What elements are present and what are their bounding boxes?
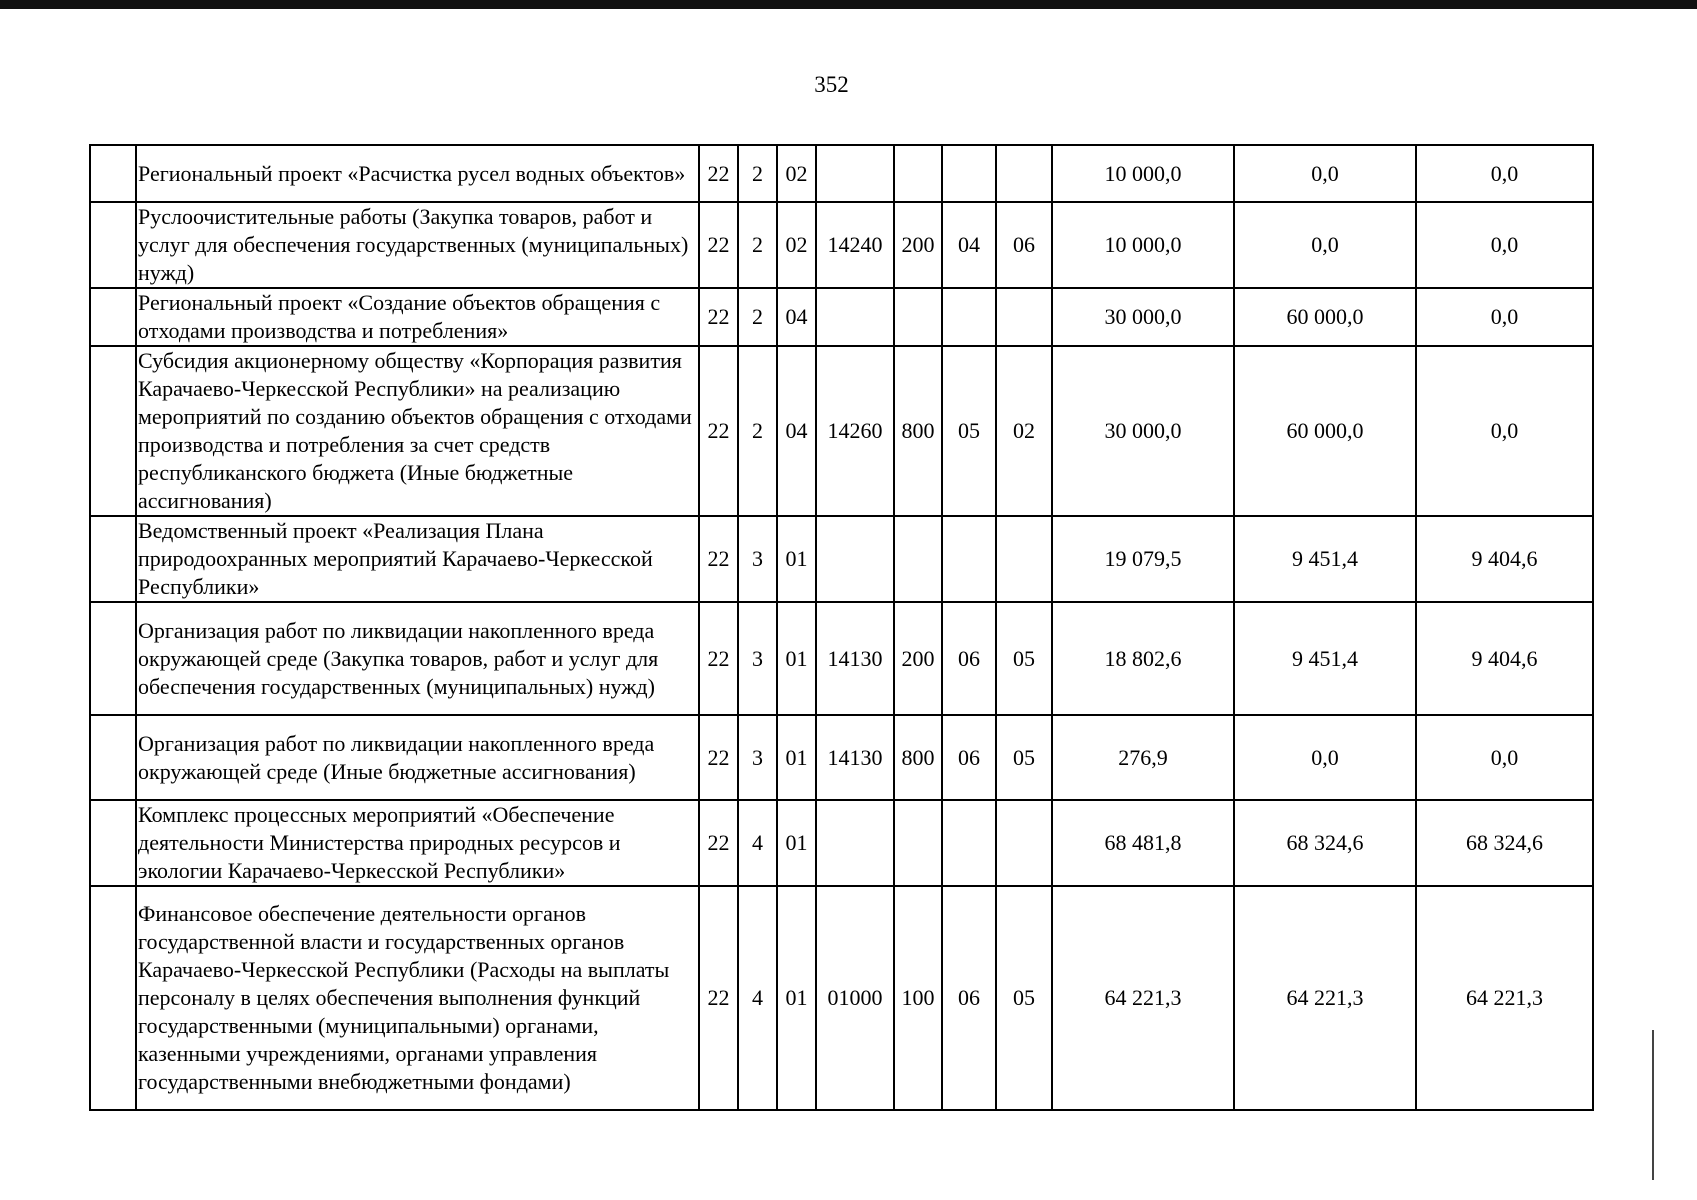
code-cell-2: 2 xyxy=(738,346,777,516)
code-cell-4 xyxy=(816,288,894,346)
code-cell-3: 02 xyxy=(777,202,816,288)
amount-cell-3: 0,0 xyxy=(1416,715,1593,800)
amount-cell-1: 276,9 xyxy=(1052,715,1234,800)
row-number-cell xyxy=(90,715,136,800)
code-cell-4: 01000 xyxy=(816,886,894,1110)
amount-cell-2: 68 324,6 xyxy=(1234,800,1416,886)
amount-cell-2: 9 451,4 xyxy=(1234,602,1416,715)
table-row xyxy=(90,202,1593,288)
table-row xyxy=(90,800,1593,886)
code-cell-4: 14130 xyxy=(816,715,894,800)
amount-cell-3: 9 404,6 xyxy=(1416,602,1593,715)
code-cell-5 xyxy=(894,800,942,886)
code-cell-1: 22 xyxy=(699,886,738,1110)
code-cell-1: 22 xyxy=(699,516,738,602)
code-cell-4 xyxy=(816,800,894,886)
code-cell-7 xyxy=(996,145,1052,202)
amount-cell-3: 9 404,6 xyxy=(1416,516,1593,602)
row-number-cell xyxy=(90,516,136,602)
code-cell-2: 2 xyxy=(738,202,777,288)
amount-cell-3: 68 324,6 xyxy=(1416,800,1593,886)
code-cell-5 xyxy=(894,145,942,202)
code-cell-5: 800 xyxy=(894,346,942,516)
code-cell-5 xyxy=(894,516,942,602)
code-cell-3: 01 xyxy=(777,800,816,886)
code-cell-6: 06 xyxy=(942,715,996,800)
table-row xyxy=(90,715,1593,800)
code-cell-3: 04 xyxy=(777,288,816,346)
code-cell-4 xyxy=(816,145,894,202)
code-cell-6: 05 xyxy=(942,346,996,516)
code-cell-5: 200 xyxy=(894,202,942,288)
row-number-cell xyxy=(90,886,136,1110)
code-cell-2: 2 xyxy=(738,145,777,202)
amount-cell-2: 64 221,3 xyxy=(1234,886,1416,1110)
amount-cell-1: 18 802,6 xyxy=(1052,602,1234,715)
amount-cell-3: 0,0 xyxy=(1416,145,1593,202)
row-number-cell xyxy=(90,346,136,516)
code-cell-7: 06 xyxy=(996,202,1052,288)
code-cell-6: 06 xyxy=(942,886,996,1110)
table-row xyxy=(90,145,1593,202)
amount-cell-3: 0,0 xyxy=(1416,202,1593,288)
code-cell-2: 3 xyxy=(738,516,777,602)
row-name: Субсидия акционерному обществу «Корпорация развития Карачаево-Черкесской Республики» на реализацию мероприятий по созданию объектов обращения с отходами производства и потребления за счет средств республиканского бюджета (Иные бюджетные ассигнования) xyxy=(136,346,699,516)
amount-cell-1: 64 221,3 xyxy=(1052,886,1234,1110)
amount-cell-3: 64 221,3 xyxy=(1416,886,1593,1110)
page-number: 352 xyxy=(814,72,849,97)
row-name: Комплекс процессных мероприятий «Обеспечение деятельности Министерства природных ресурсов и экологии Карачаево-Черкесской Республики» xyxy=(136,800,699,886)
amount-cell-1: 19 079,5 xyxy=(1052,516,1234,602)
code-cell-1: 22 xyxy=(699,346,738,516)
row-name: Ведомственный проект «Реализация Плана природоохранных мероприятий Карачаево-Черкесской Республики» xyxy=(136,516,699,602)
code-cell-3: 04 xyxy=(777,346,816,516)
code-cell-2: 3 xyxy=(738,715,777,800)
amount-cell-1: 10 000,0 xyxy=(1052,202,1234,288)
code-cell-5: 100 xyxy=(894,886,942,1110)
code-cell-6 xyxy=(942,800,996,886)
code-cell-2: 4 xyxy=(738,800,777,886)
code-cell-4: 14260 xyxy=(816,346,894,516)
row-name: Организация работ по ликвидации накопленного вреда окружающей среде (Закупка товаров, работ и услуг для обеспечения государственных (муниципальных) нужд) xyxy=(136,602,699,715)
row-number-cell xyxy=(90,800,136,886)
table-row xyxy=(90,346,1593,516)
code-cell-1: 22 xyxy=(699,800,738,886)
code-cell-6: 04 xyxy=(942,202,996,288)
row-name: Региональный проект «Создание объектов обращения с отходами производства и потребления» xyxy=(136,288,699,346)
row-number-cell xyxy=(90,288,136,346)
row-number-cell xyxy=(90,145,136,202)
code-cell-5: 200 xyxy=(894,602,942,715)
code-cell-5 xyxy=(894,288,942,346)
code-cell-3: 01 xyxy=(777,715,816,800)
table-row xyxy=(90,886,1593,1110)
amount-cell-2: 0,0 xyxy=(1234,715,1416,800)
row-name: Руслоочистительные работы (Закупка товаров, работ и услуг для обеспечения государственных (муниципальных) нужд) xyxy=(136,202,699,288)
code-cell-7: 05 xyxy=(996,886,1052,1110)
code-cell-7 xyxy=(996,800,1052,886)
code-cell-3: 02 xyxy=(777,145,816,202)
code-cell-7: 05 xyxy=(996,715,1052,800)
code-cell-1: 22 xyxy=(699,288,738,346)
code-cell-3: 01 xyxy=(777,886,816,1110)
code-cell-6 xyxy=(942,516,996,602)
table-row xyxy=(90,288,1593,346)
code-cell-3: 01 xyxy=(777,602,816,715)
amount-cell-1: 10 000,0 xyxy=(1052,145,1234,202)
amount-cell-1: 30 000,0 xyxy=(1052,288,1234,346)
code-cell-7: 05 xyxy=(996,602,1052,715)
code-cell-3: 01 xyxy=(777,516,816,602)
amount-cell-3: 0,0 xyxy=(1416,288,1593,346)
code-cell-6 xyxy=(942,288,996,346)
code-cell-7 xyxy=(996,516,1052,602)
amount-cell-2: 60 000,0 xyxy=(1234,288,1416,346)
amount-cell-3: 0,0 xyxy=(1416,346,1593,516)
code-cell-4: 14130 xyxy=(816,602,894,715)
code-cell-1: 22 xyxy=(699,145,738,202)
row-name: Региональный проект «Расчистка русел водных объектов» xyxy=(136,145,699,202)
code-cell-4 xyxy=(816,516,894,602)
amount-cell-2: 0,0 xyxy=(1234,145,1416,202)
code-cell-6: 06 xyxy=(942,602,996,715)
code-cell-2: 2 xyxy=(738,288,777,346)
code-cell-1: 22 xyxy=(699,715,738,800)
amount-cell-2: 0,0 xyxy=(1234,202,1416,288)
row-number-cell xyxy=(90,602,136,715)
table-row xyxy=(90,516,1593,602)
code-cell-1: 22 xyxy=(699,202,738,288)
table-row xyxy=(90,602,1593,715)
code-cell-2: 3 xyxy=(738,602,777,715)
row-number-cell xyxy=(90,202,136,288)
code-cell-6 xyxy=(942,145,996,202)
code-cell-5: 800 xyxy=(894,715,942,800)
code-cell-4: 14240 xyxy=(816,202,894,288)
amount-cell-2: 9 451,4 xyxy=(1234,516,1416,602)
budget-table xyxy=(89,144,1594,1111)
scan-top-edge xyxy=(0,0,1697,9)
amount-cell-1: 30 000,0 xyxy=(1052,346,1234,516)
code-cell-1: 22 xyxy=(699,602,738,715)
code-cell-7: 02 xyxy=(996,346,1052,516)
scan-mark-right xyxy=(1652,1030,1654,1180)
row-name: Организация работ по ликвидации накопленного вреда окружающей среде (Иные бюджетные ассигнования) xyxy=(136,715,699,800)
code-cell-7 xyxy=(996,288,1052,346)
row-name: Финансовое обеспечение деятельности органов государственной власти и государственных органов Карачаево-Черкесской Республики (Расходы на выплаты персоналу в целях обеспечения выполнения функций государственными (муниципальными) органами, казенными учреждениями, органами управления государственными внебюджетными фондами) xyxy=(136,886,699,1110)
amount-cell-1: 68 481,8 xyxy=(1052,800,1234,886)
code-cell-2: 4 xyxy=(738,886,777,1110)
amount-cell-2: 60 000,0 xyxy=(1234,346,1416,516)
